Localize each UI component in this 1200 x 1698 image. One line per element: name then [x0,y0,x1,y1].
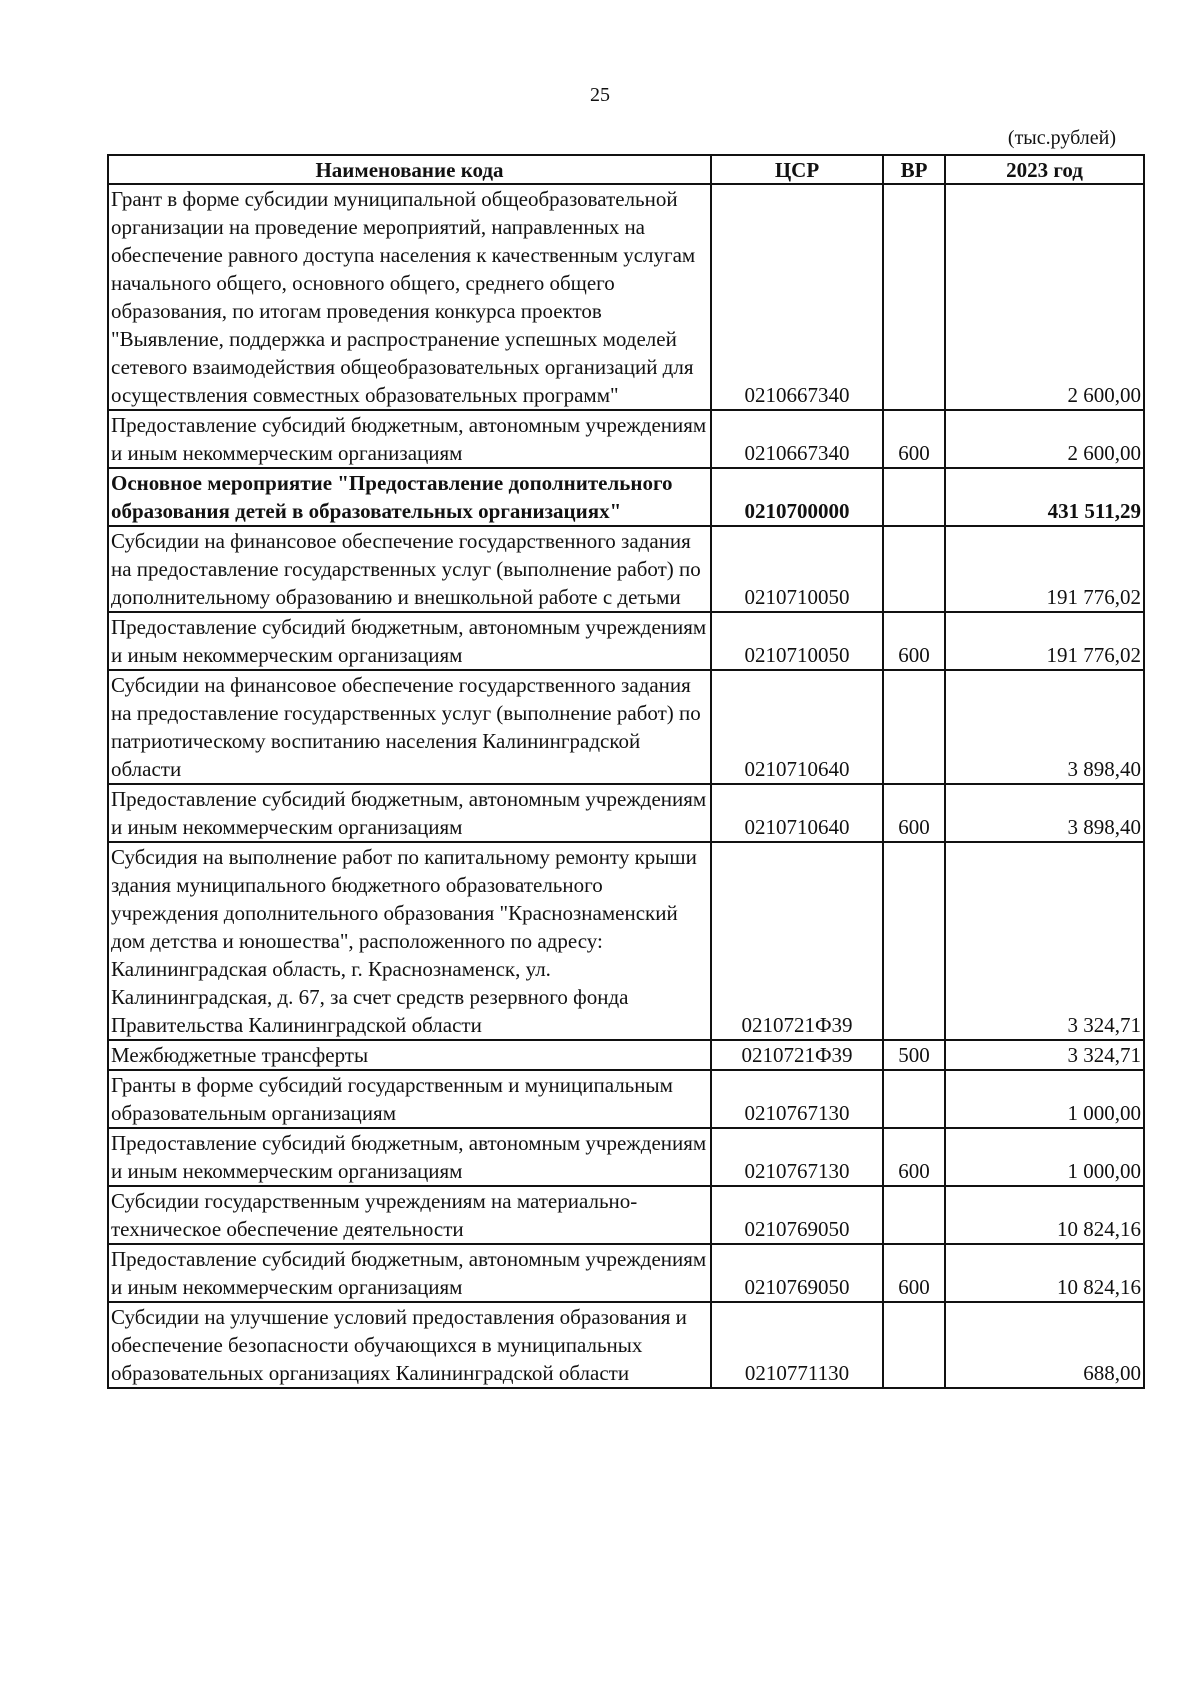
row-name: Субсидии государственным учреждениям на материально-техническое обеспечение деятельности [108,1186,711,1244]
row-amount: 3 324,71 [945,842,1144,1040]
row-amount: 2 600,00 [945,184,1144,410]
table-header-row [108,155,1144,184]
table-row [108,612,1144,670]
row-csr: 0210700000 [711,468,883,526]
row-csr: 0210771130 [711,1302,883,1388]
row-csr: 0210767130 [711,1128,883,1186]
row-vr: 600 [883,1128,945,1186]
row-name: Субсидии на финансовое обеспечение государственного задания на предоставление государственных услуг (выполнение работ) по патриотическому воспитанию населения Калининградской области [108,670,711,784]
row-name: Предоставление субсидий бюджетным, автономным учреждениям и иным некоммерческим организациям [108,1244,711,1302]
row-name: Межбюджетные трансферты [108,1040,711,1070]
row-amount: 10 824,16 [945,1186,1144,1244]
row-vr: 500 [883,1040,945,1070]
table-row [108,1186,1144,1244]
table-body [108,184,1144,1388]
header-name: Наименование кода [108,155,711,184]
row-amount: 191 776,02 [945,526,1144,612]
table-row [108,526,1144,612]
row-csr: 0210667340 [711,410,883,468]
row-name: Предоставление субсидий бюджетным, автономным учреждениям и иным некоммерческим организациям [108,1128,711,1186]
row-amount: 191 776,02 [945,612,1144,670]
row-vr [883,468,945,526]
row-amount: 3 898,40 [945,784,1144,842]
row-vr [883,1302,945,1388]
row-csr: 0210667340 [711,184,883,410]
row-amount: 10 824,16 [945,1244,1144,1302]
table-row [108,670,1144,784]
table-row [108,1302,1144,1388]
row-vr: 600 [883,410,945,468]
table-row [108,784,1144,842]
table-row [108,410,1144,468]
row-amount: 3 324,71 [945,1040,1144,1070]
header-csr: ЦСР [711,155,883,184]
row-csr: 0210769050 [711,1244,883,1302]
row-csr: 0210710640 [711,670,883,784]
table-row [108,184,1144,410]
row-name: Грант в форме субсидии муниципальной общеобразовательной организации на проведение мероприятий, направленных на обеспечение равного доступа населения к качественным услугам начального общего, основного общего, среднего общего образования, по итогам проведения конкурса проектов "Выявление, поддержка и распространение успешных моделей сетевого взаимодействия общеобразовательных организаций для осуществления совместных образовательных программ" [108,184,711,410]
table-row [108,842,1144,1040]
row-amount: 1 000,00 [945,1128,1144,1186]
row-name: Субсидия на выполнение работ по капитальному ремонту крыши здания муниципального бюджетного образовательного учреждения дополнительного образования "Краснознаменский дом детства и юношества", расположенного по адресу: Калининградская область, г. Краснознаменск, ул. Калининградская, д. 67, за счет средств резервного фонда Правительства Калининградской области [108,842,711,1040]
row-amount: 3 898,40 [945,670,1144,784]
row-vr [883,184,945,410]
row-vr [883,526,945,612]
row-csr: 0210721Ф39 [711,842,883,1040]
row-amount: 1 000,00 [945,1070,1144,1128]
row-csr: 0210721Ф39 [711,1040,883,1070]
table-row [108,1040,1144,1070]
row-amount: 2 600,00 [945,410,1144,468]
header-year: 2023 год [945,155,1144,184]
table-row [108,1244,1144,1302]
row-csr: 0210769050 [711,1186,883,1244]
row-vr: 600 [883,1244,945,1302]
row-name: Предоставление субсидий бюджетным, автономным учреждениям и иным некоммерческим организациям [108,612,711,670]
row-csr: 0210710640 [711,784,883,842]
header-vr: ВР [883,155,945,184]
row-vr [883,842,945,1040]
row-name: Основное мероприятие "Предоставление дополнительного образования детей в образовательных организациях" [108,468,711,526]
row-name: Гранты в форме субсидий государственным и муниципальным образовательным организациям [108,1070,711,1128]
row-csr: 0210710050 [711,612,883,670]
table-row [108,468,1144,526]
units-label: (тыс.рублей) [1007,127,1116,149]
budget-table [107,154,1145,1389]
page-number: 25 [590,84,610,106]
table-row [108,1128,1144,1186]
row-vr: 600 [883,612,945,670]
table-row [108,1070,1144,1128]
row-name: Предоставление субсидий бюджетным, автономным учреждениям и иным некоммерческим организациям [108,784,711,842]
row-vr [883,1070,945,1128]
row-vr: 600 [883,784,945,842]
row-name: Субсидии на улучшение условий предоставления образования и обеспечение безопасности обучающихся в муниципальных образовательных организациях Калининградской области [108,1302,711,1388]
row-vr [883,1186,945,1244]
row-vr [883,670,945,784]
row-amount: 431 511,29 [945,468,1144,526]
row-csr: 0210710050 [711,526,883,612]
row-csr: 0210767130 [711,1070,883,1128]
row-name: Субсидии на финансовое обеспечение государственного задания на предоставление государственных услуг (выполнение работ) по дополнительному образованию и внешкольной работе с детьми [108,526,711,612]
row-name: Предоставление субсидий бюджетным, автономным учреждениям и иным некоммерческим организациям [108,410,711,468]
row-amount: 688,00 [945,1302,1144,1388]
